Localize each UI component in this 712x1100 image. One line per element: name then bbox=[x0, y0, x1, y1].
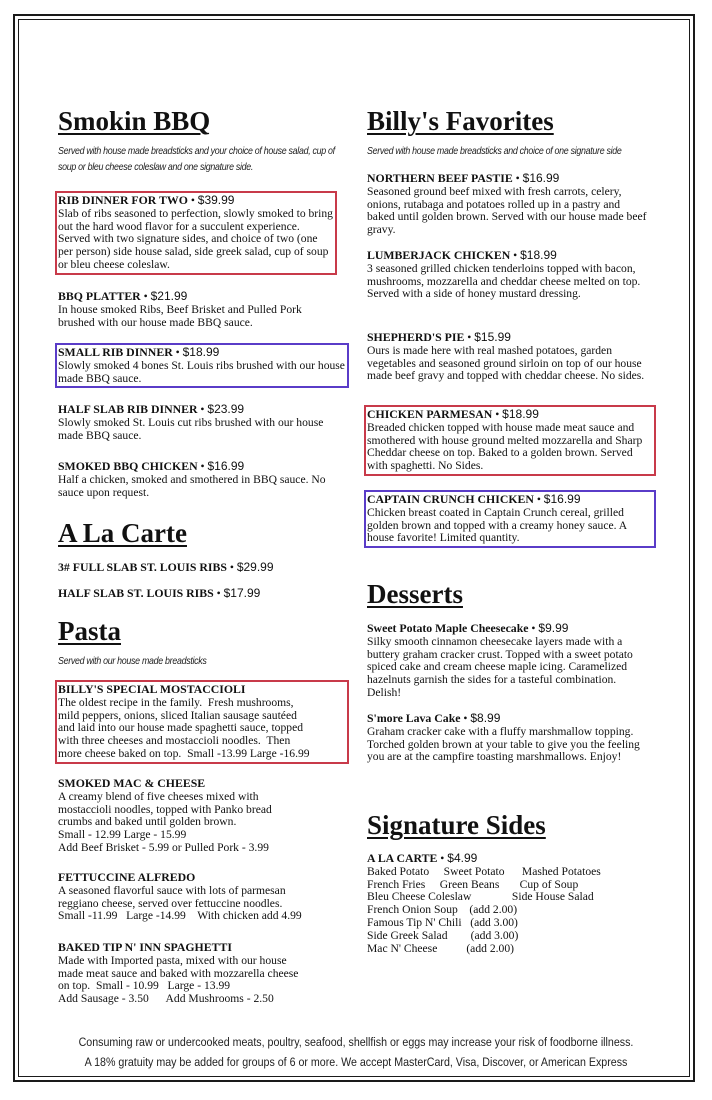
bbq-item-half-slab-rib-dinner: HALF SLAB RIB DINNER • $23.99 Slowly smoked St. Louis cut ribs brushed with our house made BBQ sauce. bbox=[58, 403, 334, 442]
item-description: Slowly smoked 4 bones St. Louis ribs brushed with our house made BBQ sauce. bbox=[58, 358, 345, 385]
item-price: $21.99 bbox=[150, 289, 188, 303]
sides-line: Side Greek Salad (add 3.00) bbox=[367, 928, 519, 942]
item-name: SHEPHERD'S PIE bbox=[367, 330, 465, 344]
item-name: HALF SLAB RIB DINNER bbox=[58, 402, 198, 416]
item-description: In house smoked Ribs, Beef Brisket and Pulled Pork brushed with our house made BBQ sauce. bbox=[58, 302, 302, 329]
footer-gratuity-payment-notice: A 18% gratuity may be added for groups of 6 or more. We accept MasterCard, Visa, Discover, or American Express bbox=[84, 1055, 628, 1069]
item-description: Slowly smoked St. Louis cut ribs brushed with our house made BBQ sauce. bbox=[58, 415, 324, 442]
item-name: BAKED TIP N' INN SPAGHETTI bbox=[58, 940, 232, 954]
item-name: SMOKED MAC & CHEESE bbox=[58, 776, 206, 790]
footer-food-safety-notice: Consuming raw or undercooked meats, poultry, seafood, shellfish or eggs may increase your risk of foodborne illness. bbox=[78, 1035, 634, 1049]
item-name: SMALL RIB DINNER bbox=[58, 345, 173, 359]
sides-line: French Onion Soup (add 2.00) bbox=[367, 903, 518, 917]
sides-line: Mac N' Cheese (add 2.00) bbox=[367, 941, 514, 955]
item-name: FETTUCCINE ALFREDO bbox=[58, 870, 196, 884]
bbq-item-bbq-platter: BBQ PLATTER • $21.99 In house smoked Ribs, Beef Brisket and Pulled Pork brushed with our house made BBQ sauce. bbox=[58, 290, 334, 329]
item-name: LUMBERJACK CHICKEN bbox=[367, 248, 511, 262]
carte-item-half-slab: HALF SLAB ST. LOUIS RIBS • $17.99 bbox=[58, 586, 261, 600]
pasta-item-baked-spaghetti: BAKED TIP N' INN SPAGHETTI Made with Imported pasta, mixed with our house made meat sauce and baked with mozzarella cheese on top. Small - 10.99 Large - 13.99 Add Sausage - 3.50 Add Mushrooms - 2.50 bbox=[58, 940, 299, 1006]
fav-item-shepherds-pie: SHEPHERD'S PIE • $15.99 Ours is made here with real mashed potatoes, garden vegetables and seasoned ground sirloin on top of our house made beef gravy and topped with cheddar cheese. No sides. bbox=[367, 331, 649, 383]
item-price: $23.99 bbox=[207, 402, 245, 416]
item-price: $15.99 bbox=[474, 330, 511, 344]
sides-line: Baked Potato Sweet Potato Mashed Potatoes bbox=[367, 864, 601, 878]
item-price: $17.99 bbox=[223, 586, 261, 600]
item-name: BILLY'S SPECIAL MOSTACCIOLI bbox=[58, 682, 246, 696]
item-price: $18.99 bbox=[502, 407, 539, 421]
fav-item-chicken-parmesan: CHICKEN PARMESAN • $18.99 Breaded chicken topped with house made meat sauce and smothered with house ground melted mozzarella and Sharp Cheddar cheese on top. Baked to a golden brown. Served with spaghetti. No Sides. bbox=[367, 408, 653, 473]
sides-line: French Fries Green Beans Cup of Soup bbox=[367, 877, 579, 891]
pasta-item-smoked-mac-cheese: SMOKED MAC & CHEESE A creamy blend of five cheeses mixed with mostaccioli noodles, topped with Panko bread crumbs and baked until golden brown. Small - 12.99 Large - 15.99 Add Beef Brisket - 5.99 or Pulled Pork - 3.99 bbox=[58, 776, 272, 854]
item-price: $16.99 bbox=[522, 171, 560, 185]
item-name: SMOKED BBQ CHICKEN bbox=[58, 459, 198, 473]
favorites-heading: Billy's Favorites bbox=[367, 106, 554, 136]
item-price: $18.99 bbox=[520, 248, 557, 262]
item-description: Breaded chicken topped with house made meat sauce and smothered with house ground melted mozzarella and Sharp Cheddar cheese on top. Baked to a golden brown. Served with spaghetti. No Sides. bbox=[367, 420, 643, 473]
dessert-item-sweet-potato-cheesecake: Sweet Potato Maple Cheesecake • $9.99 Silky smooth cinnamon cheesecake layers made with a buttery graham cracker crust. Topped with a sweet potato spiced cake and cream cheese maple icing. Caramelized hazelnuts garnish the sides for a tasteful combination. Delish! bbox=[367, 622, 649, 700]
bbq-item-smoked-bbq-chicken: SMOKED BBQ CHICKEN • $16.99 Half a chicken, smoked and smothered in BBQ sauce. No sauce upon request. bbox=[58, 460, 340, 499]
fav-item-northern-beef-pastie: NORTHERN BEEF PASTIE • $16.99 Seasoned ground beef mixed with fresh carrots, celery, onions, rutabaga and potatoes rolled up in a pastry and baked until golden brown. Served with our house made beef gravy. bbox=[367, 172, 649, 237]
item-description: Ours is made here with real mashed potatoes, garden vegetables and seasoned ground sirloin on top of our house made beef gravy and topped with cheddar cheese. No sides. bbox=[367, 343, 645, 383]
pasta-item-special-mostaccioli: BILLY'S SPECIAL MOSTACCIOLI The oldest recipe in the family. Fresh mushrooms, mild peppers, onions, sliced Italian sausage sautéed and laid into our house made spaghetti sauce, topped with three cheeses and mostaccioli noodles. Then more cheese baked on top. Small -13.99 Large -16.99 bbox=[58, 683, 346, 761]
item-price: $9.99 bbox=[538, 621, 569, 635]
item-price: $16.99 bbox=[543, 492, 581, 506]
item-description: Silky smooth cinnamon cheesecake layers made with a buttery graham cracker crust. Topped with a sweet potato spiced cake and cream cheese maple icing. Caramelized hazelnuts garnish the sides for a tasteful combination. Delish! bbox=[367, 634, 633, 699]
pasta-subtitle: Served with our house made breadsticks bbox=[58, 656, 207, 667]
carte-item-full-slab: 3# FULL SLAB ST. LOUIS RIBS • $29.99 bbox=[58, 560, 274, 574]
sides-line: Bleu Cheese Coleslaw Side House Salad bbox=[367, 890, 594, 904]
desserts-heading: Desserts bbox=[367, 579, 463, 609]
item-description: Seasoned ground beef mixed with fresh carrots, celery, onions, rutabaga and potatoes rolled up in a pastry and baked until golden brown. Served with our house made beef gravy. bbox=[367, 184, 647, 237]
item-name: CAPTAIN CRUNCH CHICKEN bbox=[367, 492, 534, 506]
item-name: NORTHERN BEEF PASTIE bbox=[367, 171, 513, 185]
item-name: HALF SLAB ST. LOUIS RIBS bbox=[58, 586, 214, 600]
item-name: Sweet Potato Maple Cheesecake bbox=[367, 621, 529, 635]
item-price: $8.99 bbox=[470, 711, 501, 725]
signature-sides-heading: Signature Sides bbox=[367, 810, 546, 840]
item-name: 3# FULL SLAB ST. LOUIS RIBS bbox=[58, 560, 227, 574]
favorites-subtitle: Served with house made breadsticks and choice of one signature side bbox=[367, 146, 622, 157]
pasta-item-fettuccine-alfredo: FETTUCCINE ALFREDO A seasoned flavorful sauce with lots of parmesan reggiano cheese, served over fettuccine noodles. Small -11.99 Large -14.99 With chicken add 4.99 bbox=[58, 870, 302, 923]
item-price: $29.99 bbox=[236, 560, 274, 574]
pasta-heading: Pasta bbox=[58, 616, 121, 646]
item-description: Graham cracker cake with a fluffy marshmallow topping. Torched golden brown at your table to give you the feeling you are at the campfire toasting marshmallows. Enjoy! bbox=[367, 724, 640, 764]
item-description: Half a chicken, smoked and smothered in BBQ sauce. No sauce upon request. bbox=[58, 472, 326, 499]
bbq-subtitle: Served with house made breadsticks and your choice of house salad, cup of soup or bleu cheese coleslaw and one signature side. bbox=[58, 146, 335, 173]
sides-line: Famous Tip N' Chili (add 3.00) bbox=[367, 915, 518, 929]
item-price: $39.99 bbox=[197, 193, 235, 207]
item-description: Chicken breast coated in Captain Crunch cereal, grilled golden brown and topped with a creamy honey sauce. A house favorite! Limited quantity. bbox=[367, 505, 627, 545]
fav-item-captain-crunch-chicken: CAPTAIN CRUNCH CHICKEN • $16.99 Chicken breast coated in Captain Crunch cereal, grilled golden brown and topped with a creamy honey sauce. A house favorite! Limited quantity. bbox=[367, 493, 653, 545]
a-la-carte-heading: A La Carte bbox=[58, 518, 187, 548]
bbq-item-rib-dinner-for-two: RIB DINNER FOR TWO • $39.99 Slab of ribs seasoned to perfection, slowly smoked to bring out the hard wood flavor for a succulent experience. Served with two signature sides, and choice of two (one per person) side house salad, side greek salad, cup of soup or bleu cheese coleslaw. bbox=[58, 193, 333, 271]
item-name: CHICKEN PARMESAN bbox=[367, 407, 493, 421]
item-price: $4.99 bbox=[447, 851, 478, 865]
item-price: $16.99 bbox=[207, 459, 245, 473]
dessert-item-smore-lava-cake: S'more Lava Cake • $8.99 Graham cracker cake with a fluffy marshmallow topping. Torched golden brown at your table to give you the feeling you are at the campfire toasting marshmallows. Enjoy! bbox=[367, 712, 649, 764]
item-price: $18.99 bbox=[182, 345, 220, 359]
fav-item-lumberjack-chicken: LUMBERJACK CHICKEN • $18.99 3 seasoned grilled chicken tenderloins topped with bacon, mushrooms, mozzarella and cheddar cheese melted on top. Served with a side of honey mustard dressing. bbox=[367, 249, 643, 301]
item-name: S'more Lava Cake bbox=[367, 711, 461, 725]
bbq-heading: Smokin BBQ bbox=[58, 106, 211, 136]
item-name: BBQ PLATTER bbox=[58, 289, 141, 303]
item-description: Slab of ribs seasoned to perfection, slowly smoked to bring out the hard wood flavor for a succulent experience. Served with two signature sides, and choice of two (one per person) side house salad, side greek salad, cup of soup or bleu cheese coleslaw. bbox=[58, 206, 333, 271]
item-name: RIB DINNER FOR TWO bbox=[58, 193, 188, 207]
item-description: 3 seasoned grilled chicken tenderloins topped with bacon, mushrooms, mozzarella and cheddar cheese melted on top. Served with a side of honey mustard dressing. bbox=[367, 261, 641, 301]
sides-a-la-carte: A LA CARTE • $4.99 Baked Potato Sweet Potato Mashed Potatoes French Fries Green Beans Cup of Soup Bleu Cheese Coleslaw Side House Salad French Onion Soup (add 2.00) Famous Tip N' Chili (add 3.00) Side Greek Salad (add 3.00) Mac N' Cheese (add 2.00) bbox=[367, 852, 657, 955]
item-name: A LA CARTE bbox=[367, 851, 438, 865]
bbq-item-small-rib-dinner: SMALL RIB DINNER • $18.99 Slowly smoked 4 bones St. Louis ribs brushed with our house made BBQ sauce. bbox=[58, 345, 345, 385]
